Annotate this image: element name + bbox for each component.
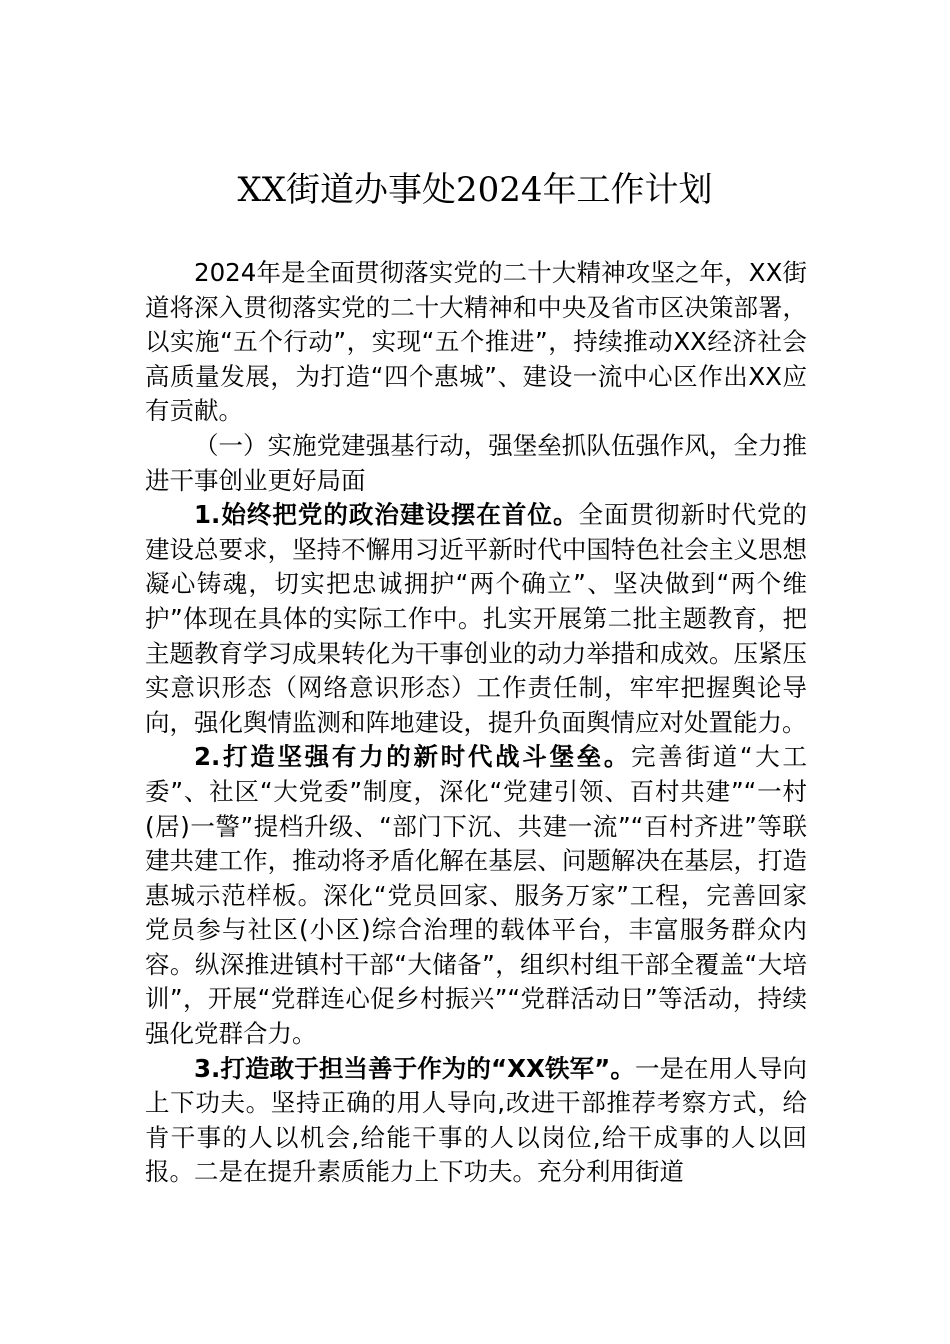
item-paragraph-3 xyxy=(145,1052,807,1190)
item-paragraph-2 xyxy=(145,740,807,1051)
paragraph-text: 全面贯彻新时代党的建设总要求，坚持不懈用习近平新时代中国特色社会主义思想凝心铸魂，切实把忠诚拥护“两个确立”、坚决做到“两个维护”体现在具体的实际工作中。扎实开展第二批主题教育，把主题教育学习成果转化为干事创业的动力举措和成效。压紧压实意识形态（网络意识形态）工作责任制，牢牢把握舆论导向，强化舆情监测和阵地建设，提升负面舆情应对处置能力。 xyxy=(145,500,808,737)
document-title: XX街道办事处2024年工作计划 xyxy=(237,170,713,210)
paragraph-text: 完善街道“大工委”、社区“大党委”制度，深化“党建引领、百村共建”“一村(居)一警”提档升级、“部门下沉、共建一流”“百村齐进”等联建共建工作，推动将矛盾化解在基层、问题解决在基层，打造惠城示范样板。深化“党员回家、服务万家”工程，完善回家党员参与社区(小区)综合治理的载体平台，丰富服务群众内容。纵深推进镇村干部“大储备”，组织村组干部全覆盖“大培训”，开展“党群连心促乡村振兴”“党群活动日”等活动，持续强化党群合力。 xyxy=(145,742,807,1049)
item-paragraph-1 xyxy=(145,498,807,740)
paragraph-text: 2024年是全面贯彻落实党的二十大精神攻坚之年，XX街道将深入贯彻落实党的二十大精神和中央及省市区决策部署，以实施“五个行动”，实现“五个推进”，持续推动XX经济社会高质量发展，为打造“四个惠城”、建设一流中心区作出XX应有贡献。 xyxy=(145,258,807,426)
item-lead: 1.始终把党的政治建设摆在首位。 xyxy=(194,500,579,530)
intro-paragraph xyxy=(145,256,807,429)
item-lead: 2.打造坚强有力的新时代战斗堡垒。 xyxy=(194,742,632,772)
section-heading xyxy=(145,429,807,498)
document-body xyxy=(145,256,807,1190)
paragraph-text: （一）实施党建强基行动，强堡垒抓队伍强作风，全力推进干事创业更好局面 xyxy=(145,430,807,495)
paragraph-text: 一是在用人导向上下功夫。坚持正确的用人导向,改进干部推荐考察方式，给肯干事的人以机会,给能干事的人以岗位,给干成事的人以回报。二是在提升素质能力上下功夫。充分利用街道 xyxy=(145,1053,807,1187)
item-lead: 3.打造敢于担当善于作为的“XX铁军”。 xyxy=(194,1053,635,1083)
